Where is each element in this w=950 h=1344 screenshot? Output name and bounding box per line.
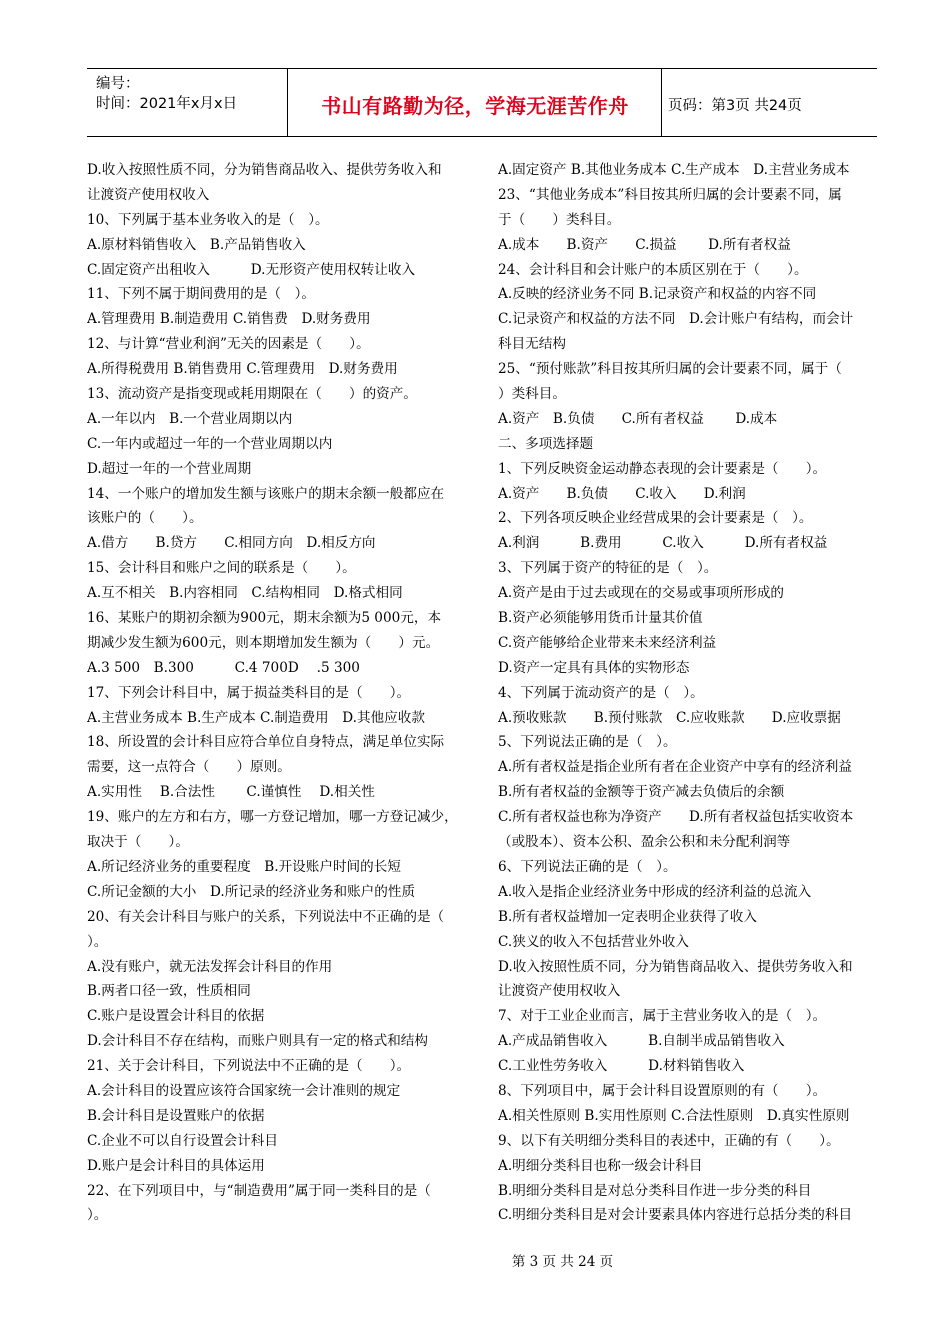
text-line: 11、下列不属于期间费用的是（ ）。 <box>87 286 315 303</box>
text-line: 17、下列会计科目中，属于损益类科目的是（ ）。 <box>87 684 411 701</box>
text-line: 2、下列各项反映企业经营成果的会计要素是（ ）。 <box>498 510 813 527</box>
text-line: A.主营业务成本 B.生产成本 C.制造费用 D.其他应收款 <box>87 709 425 726</box>
text-line: A.3 500 B.300 C.4 700D .5 300 <box>87 659 360 676</box>
text-line: B.所有者权益增加一定表明企业获得了收入 <box>498 908 757 925</box>
text-line: 18、所设置的会计科目应符合单位自身特点，满足单位实际 <box>87 734 445 751</box>
text-line: A.收入是指企业经济业务中形成的经济利益的总流入 <box>498 883 812 900</box>
text-line: A.预收账款 B.预付账款 C.应收账款 D.应收票据 <box>498 709 841 726</box>
text-line: A.所记经济业务的重要程度 B.开设账户时间的长短 <box>87 858 401 875</box>
document-code-label: 编号： <box>96 76 140 92</box>
text-line: A.资产 B.负债 C.收入 D.利润 <box>498 485 746 502</box>
text-line: A.会计科目的设置应该符合国家统一会计准则的规定 <box>87 1082 401 1099</box>
text-line: D.账户是会计科目的具体运用 <box>87 1157 265 1174</box>
text-line: 二、多项选择题 <box>498 435 594 452</box>
document-date-label: 时间：2021年x月x日 <box>96 96 238 112</box>
header-top-rule <box>87 68 877 69</box>
text-line: C.资产能够给企业带来未来经济利益 <box>498 634 717 651</box>
text-line: 24、会计科目和会计账户的本质区别在于（ ）。 <box>498 261 808 278</box>
text-line: ）。 <box>87 933 108 950</box>
text-line: 21、关于会计科目，下列说法中不正确的是（ ）。 <box>87 1058 411 1075</box>
text-line: 25、“预付账款”科目按其所归属的会计要素不同，属于（ <box>498 361 842 378</box>
text-line: A.成本 B.资产 C.损益 D.所有者权益 <box>498 236 791 253</box>
text-line: C.企业不可以自行设置会计科目 <box>87 1132 278 1149</box>
text-line: A.互不相关 B.内容相同 C.结构相同 D.格式相同 <box>87 585 403 602</box>
text-line: D.收入按照性质不同，分为销售商品收入、提供劳务收入和 <box>498 958 853 975</box>
text-line: A.借方 B.贷方 C.相同方向 D.相反方向 <box>87 535 376 552</box>
page-number-label: 页码：第3页 共24页 <box>668 98 802 114</box>
text-line: 19、账户的左方和右方，哪一方登记增加，哪一方登记减少， <box>87 809 458 826</box>
header-motto: 书山有路勤为径，学海无涯苦作舟 <box>321 94 629 118</box>
text-line: 科目无结构 <box>498 336 566 353</box>
text-line: 5、下列说法正确的是（ ）。 <box>498 734 677 751</box>
text-line: C.一年内或超过一年的一个营业周期以内 <box>87 435 333 452</box>
text-line: A.产成品销售收入 B.自制半成品销售收入 <box>498 1033 785 1050</box>
text-line: 该账户的（ ）。 <box>87 510 203 527</box>
text-line: C.狭义的收入不包括营业外收入 <box>498 933 689 950</box>
text-line: A.利润 B.费用 C.收入 D.所有者权益 <box>498 535 828 552</box>
text-line: C.所记金额的大小 D.所记录的经济业务和账户的性质 <box>87 883 416 900</box>
left-column <box>87 158 467 1228</box>
text-line: 1、下列反映资金运动静态表现的会计要素是（ ）。 <box>498 460 827 477</box>
text-line: 让渡资产使用权收入 <box>87 186 210 203</box>
text-line: 3、下列属于资产的特征的是（ ）。 <box>498 560 718 577</box>
text-line: C.记录资产和权益的方法不同 D.会计账户有结构，而会计 <box>498 311 854 328</box>
text-line: D.收入按照性质不同，分为销售商品收入、提供劳务收入和 <box>87 162 442 178</box>
text-line: B.所有者权益的金额等于资产减去负债后的余额 <box>498 784 785 801</box>
text-line: C.所有者权益也称为净资产 D.所有者权益包括实收资本 <box>498 809 854 826</box>
text-line: 10、下列属于基本业务收入的是（ ）。 <box>87 211 329 228</box>
text-line: B.明细分类科目是对总分类科目作进一步分类的科目 <box>498 1182 812 1199</box>
text-line: C.账户是设置会计科目的依据 <box>87 1008 265 1025</box>
text-line: C.明细分类科目是对会计要素具体内容进行总括分类的科目 <box>498 1207 853 1224</box>
text-line: B.资产必须能够用货币计量其价值 <box>498 610 703 627</box>
text-line: 14、一个账户的增加发生额与该账户的期末余额一般都应在 <box>87 485 445 502</box>
header-divider-left <box>287 69 288 136</box>
text-line: B.会计科目是设置账户的依据 <box>87 1107 265 1124</box>
text-line: D.会计科目不存在结构，而账户则具有一定的格式和结构 <box>87 1033 428 1050</box>
text-line: A.明细分类科目也称一级会计科目 <box>498 1157 703 1174</box>
text-line: A.原材料销售收入 B.产品销售收入 <box>87 236 306 253</box>
text-line: B.两者口径一致，性质相同 <box>87 983 251 1000</box>
text-line: A.实用性 B.合法性 C.谨慎性 D.相关性 <box>87 784 375 801</box>
text-line: A.所得税费用 B.销售费用 C.管理费用 D.财务费用 <box>87 361 398 378</box>
text-line: C.固定资产出租收入 D.无形资产使用权转让收入 <box>87 261 416 278</box>
right-column <box>498 158 878 1228</box>
text-line: 22、在下列项目中，与“制造费用”属于同一类科目的是（ <box>87 1182 431 1199</box>
text-line: 15、会计科目和账户之间的联系是（ ）。 <box>87 560 356 577</box>
text-line: A.所有者权益是指企业所有者在企业资产中享有的经济利益 <box>498 759 852 776</box>
text-line: C.工业性劳务收入 D.材料销售收入 <box>498 1058 745 1075</box>
page-footer <box>0 1250 950 1270</box>
text-line: 16、某账户的期初余额为900元，期末余额为5 000元，本 <box>87 610 442 627</box>
text-line: 期减少发生额为600元，则本期增加发生额为（ ）元。 <box>87 634 440 651</box>
text-line: 需要，这一点符合（ ）原则。 <box>87 759 291 776</box>
text-line: 4、下列属于流动资产的是（ ）。 <box>498 684 704 701</box>
text-line: A.资产 B.负债 C.所有者权益 D.成本 <box>498 410 778 427</box>
text-line: A.固定资产 B.其他业务成本 C.生产成本 D.主营业务成本 <box>498 162 850 178</box>
text-line: A.没有账户，就无法发挥会计科目的作用 <box>87 958 333 975</box>
text-line: 让渡资产使用权收入 <box>498 983 621 1000</box>
text-line: A.反映的经济业务不同 B.记录资产和权益的内容不同 <box>498 286 817 303</box>
text-line: D.资产一定具有具体的实物形态 <box>498 659 690 676</box>
text-line: ）。 <box>87 1207 108 1224</box>
text-line: A.管理费用 B.制造费用 C.销售费 D.财务费用 <box>87 311 371 328</box>
text-line: A.一年以内 B.一个营业周期以内 <box>87 410 293 427</box>
text-line: 7、对于工业企业而言，属于主营业务收入的是（ ）。 <box>498 1008 827 1025</box>
text-line: 13、流动资产是指变现或耗用期限在（ ）的资产。 <box>87 386 417 403</box>
text-line: 20、有关会计科目与账户的关系，下列说法中不正确的是（ <box>87 908 445 925</box>
text-line: 9、以下有关明细分类科目的表述中，正确的有（ ）。 <box>498 1132 840 1149</box>
text-line: ）类科目。 <box>498 386 566 403</box>
header-divider-right <box>661 69 662 136</box>
header-bottom-rule <box>87 136 877 137</box>
text-line: 8、下列项目中，属于会计科目设置原则的有（ ）。 <box>498 1082 827 1099</box>
text-line: D.超过一年的一个营业周期 <box>87 460 252 477</box>
text-line: 6、下列说法正确的是（ ）。 <box>498 858 677 875</box>
text-line: （或股本）、资本公积、盈余公积和未分配利润等 <box>498 834 791 851</box>
text-line: 于（ ）类科目。 <box>498 211 621 228</box>
text-line: 12、与计算“营业利润”无关的因素是（ ）。 <box>87 336 370 353</box>
text-line: A.相关性原则 B.实用性原则 C.合法性原则 D.真实性原则 <box>498 1107 850 1124</box>
footer-page-number: 第 3 页 共 24 页 <box>511 1254 614 1270</box>
text-line: 取决于（ ）。 <box>87 834 189 851</box>
text-line: A.资产是由于过去或现在的交易或事项所形成的 <box>498 585 785 602</box>
text-line: 23、“其他业务成本”科目按其所归属的会计要素不同，属 <box>498 186 842 203</box>
